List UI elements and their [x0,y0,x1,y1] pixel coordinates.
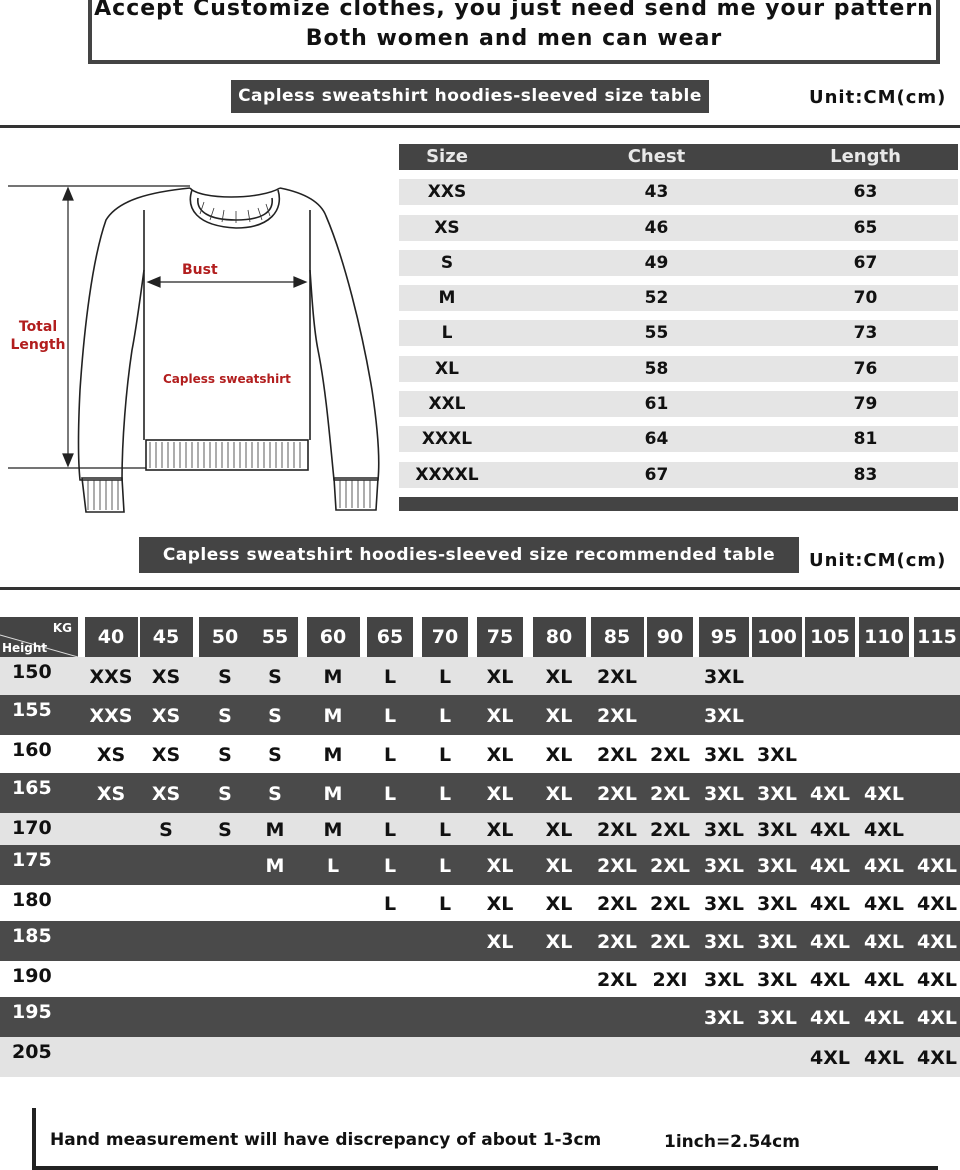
size-table-unit: Unit:CM(cm) [809,87,947,108]
recommended-row [0,1037,960,1077]
size-table-row [399,320,958,346]
recommended-size-cell: S [159,819,173,841]
recommended-size-cell: L [438,855,452,877]
measurement-note: Hand measurement will have discrepancy of about 1-3cm [50,1130,602,1150]
size-table-row [399,215,958,241]
kg-header-cell: 115 [914,617,960,657]
recommended-table-header [0,617,960,657]
recommended-size-cell: 2XL [597,931,637,953]
recommended-row [0,885,960,921]
recommended-size-cell: 4XL [864,1047,904,1069]
recommended-size-cell: 4XL [917,931,957,953]
top-banner [88,0,940,64]
recommended-size-cell: XL [545,705,573,727]
recommended-size-cell: XL [545,855,573,877]
recommended-size-cell: 4XL [917,893,957,915]
recommended-size-cell: XL [486,783,514,805]
recommended-size-cell: XS [151,744,181,766]
recommended-size-cell: 3XL [757,969,797,991]
size-table-row [399,250,958,276]
recommended-row [0,735,960,773]
recommended-size-cell: M [265,855,285,877]
recommended-size-cell: 4XL [810,893,850,915]
size-cell-size: S [440,252,454,273]
size-cell-size: XXL [428,394,466,415]
divider [0,587,960,590]
garment-label: Capless sweatshirt [163,372,291,386]
header-size: Size [426,146,468,167]
inch-conversion: 1inch=2.54cm [664,1132,800,1152]
recommended-size-cell: 3XL [757,1007,797,1029]
recommended-row [0,845,960,885]
size-cell-size: XS [434,217,460,238]
recommended-table [0,617,960,1069]
recommended-size-cell: L [438,705,452,727]
recommended-size-cell: 4XL [917,1047,957,1069]
recommended-size-cell: 3XL [757,744,797,766]
recommended-row [0,695,960,735]
recommended-size-cell: S [268,705,282,727]
recommended-size-cell: 3XL [704,783,744,805]
sweatshirt-illustration [0,140,400,530]
recommended-size-cell: S [218,666,232,688]
recommended-size-cell: 4XL [917,855,957,877]
recommended-size-cell: 4XL [864,931,904,953]
recommended-size-cell: 3XL [704,705,744,727]
recommended-size-cell: XS [96,783,126,805]
kg-header-cell: 65 [367,617,413,657]
recommended-size-cell: S [218,819,232,841]
recommended-table-title: Capless sweatshirt hoodies-sleeved size recommended table [139,537,799,573]
recommended-size-cell: 2XL [597,666,637,688]
size-cell-chest: 46 [644,217,669,238]
recommended-size-cell: 2XL [597,893,637,915]
recommended-size-cell: S [218,783,232,805]
recommended-row [0,813,960,845]
recommended-size-cell: XS [151,783,181,805]
recommended-size-cell: S [268,666,282,688]
recommended-size-cell: 3XL [757,819,797,841]
recommended-size-cell: 3XL [704,819,744,841]
height-cell: 180 [12,889,52,911]
size-cell-chest: 43 [644,182,669,203]
size-table-row [399,391,958,417]
size-table-row [399,426,958,452]
recommended-size-cell: XL [486,819,514,841]
recommended-size-cell: 3XL [704,855,744,877]
height-cell: 170 [12,817,52,839]
size-table-footer-bar [399,497,958,511]
size-table-title: Capless sweatshirt hoodies-sleeved size table [231,80,709,113]
recommended-size-cell: S [218,744,232,766]
recommended-size-cell: XS [96,744,126,766]
recommended-size-cell: 2XL [597,744,637,766]
recommended-size-cell: 3XL [704,1007,744,1029]
recommended-size-cell: 3XL [704,744,744,766]
kg-header-cell: 85 [591,617,644,657]
kg-header-cell: 55 [252,617,298,657]
recommended-size-cell: L [438,783,452,805]
size-cell-length: 70 [853,288,878,309]
kg-header-cell: 110 [859,617,909,657]
kg-header-cell: 70 [422,617,468,657]
recommended-table-unit: Unit:CM(cm) [809,550,947,571]
recommended-size-cell: L [438,744,452,766]
kg-header-cell: 100 [752,617,802,657]
recommended-size-cell: XL [486,893,514,915]
height-cell: 165 [12,777,52,799]
recommended-size-cell: 2XL [597,705,637,727]
kg-header-cell: 40 [85,617,138,657]
recommended-size-cell: XXS [89,705,133,727]
recommended-size-cell: 4XL [810,783,850,805]
size-cell-chest: 64 [644,429,669,450]
recommended-size-cell: XL [486,705,514,727]
kg-header-cell: 45 [140,617,193,657]
size-cell-length: 67 [853,252,878,273]
height-cell: 155 [12,699,52,721]
recommended-row [0,961,960,997]
bust-label: Bust [182,262,218,278]
size-cell-size: XL [435,358,459,379]
recommended-row [0,921,960,961]
size-table-row [399,356,958,382]
recommended-size-cell: 4XL [864,1007,904,1029]
recommended-size-cell: 2XL [597,969,637,991]
size-cell-chest: 55 [644,323,669,344]
recommended-size-cell: L [383,819,397,841]
recommended-size-cell: 4XL [810,931,850,953]
recommended-size-cell: L [383,705,397,727]
size-cell-length: 76 [853,358,878,379]
recommended-size-cell: 4XL [864,893,904,915]
height-cell: 190 [12,965,52,987]
footer-note-box [32,1108,938,1170]
recommended-size-cell: 2XL [650,855,690,877]
recommended-size-cell: M [323,819,343,841]
size-cell-size: L [441,323,453,344]
recommended-size-cell: S [218,705,232,727]
size-cell-chest: 58 [644,358,669,379]
corner-cell [0,617,78,657]
size-table-body [399,179,958,487]
size-table-row [399,285,958,311]
recommended-size-cell: 3XL [757,931,797,953]
size-table-header [399,144,958,170]
recommended-size-cell: 4XL [864,819,904,841]
kg-header-cell: 75 [477,617,523,657]
recommended-size-cell: 3XL [704,969,744,991]
recommended-row [0,997,960,1037]
recommended-size-cell: 2XL [597,855,637,877]
size-cell-length: 65 [853,217,878,238]
recommended-size-cell: XL [545,666,573,688]
recommended-size-cell: XL [545,931,573,953]
recommended-size-cell: 2XL [650,744,690,766]
recommended-size-cell: 2XL [597,819,637,841]
recommended-size-cell: 4XL [810,855,850,877]
recommended-size-cell: L [383,855,397,877]
size-cell-length: 73 [853,323,878,344]
size-cell-chest: 52 [644,288,669,309]
size-cell-chest: 49 [644,252,669,273]
header-chest: Chest [627,146,686,167]
size-cell-chest: 61 [644,394,669,415]
recommended-size-cell: 3XL [757,855,797,877]
recommended-size-cell: 2XL [650,819,690,841]
size-table-row [399,179,958,205]
recommended-size-cell: 3XL [704,666,744,688]
recommended-size-cell: 3XL [757,783,797,805]
recommended-size-cell: 4XL [810,1007,850,1029]
banner-line-1: Accept Customize clothes, you just need send me your pattern [94,0,934,21]
size-cell-size: XXXL [421,429,473,450]
total-length-label-line2: Length [10,337,66,353]
kg-header-cell: 95 [699,617,749,657]
kg-header-cell: 105 [805,617,855,657]
size-cell-size: M [438,288,456,309]
recommended-size-cell: XS [151,666,181,688]
recommended-size-cell: L [438,666,452,688]
recommended-size-cell: 4XL [810,1047,850,1069]
recommended-size-cell: XL [545,783,573,805]
recommended-size-cell: XL [486,666,514,688]
recommended-size-cell: 2XL [597,783,637,805]
banner-line-2: Both women and men can wear [305,26,723,51]
size-table-row [399,462,958,488]
corner-kg-label: KG [52,621,72,635]
size-cell-length: 81 [853,429,878,450]
recommended-row [0,657,960,695]
recommended-size-cell: 4XL [917,969,957,991]
recommended-size-cell: 4XL [917,1007,957,1029]
size-cell-size: XXXXL [415,464,479,485]
recommended-size-cell: M [323,666,343,688]
size-cell-length: 79 [853,394,878,415]
header-length: Length [830,146,901,167]
recommended-size-cell: S [268,783,282,805]
height-cell: 205 [12,1041,52,1063]
size-cell-length: 83 [853,464,878,485]
recommended-size-cell: 2XL [650,783,690,805]
recommended-size-cell: 2XL [650,931,690,953]
recommended-size-cell: S [268,744,282,766]
recommended-size-cell: XL [545,819,573,841]
kg-header-cell: 60 [307,617,360,657]
recommended-size-cell: 2XI [652,969,688,991]
recommended-size-cell: 3XL [757,893,797,915]
size-cell-size: XXS [427,182,467,203]
height-cell: 195 [12,1001,52,1023]
recommended-size-cell: L [326,855,340,877]
divider [0,125,960,128]
recommended-size-cell: 3XL [704,931,744,953]
height-cell: 160 [12,739,52,761]
recommended-size-cell: M [323,744,343,766]
recommended-size-cell: L [383,893,397,915]
recommended-size-cell: 4XL [864,783,904,805]
recommended-size-cell: L [438,893,452,915]
recommended-size-cell: 4XL [864,969,904,991]
recommended-size-cell: 3XL [704,893,744,915]
recommended-size-cell: XL [545,893,573,915]
size-cell-chest: 67 [644,464,669,485]
recommended-size-cell: XL [486,931,514,953]
size-cell-length: 63 [853,182,878,203]
recommended-size-cell: 4XL [810,969,850,991]
recommended-size-cell: XL [486,744,514,766]
recommended-size-cell: XL [486,855,514,877]
recommended-size-cell: M [323,783,343,805]
kg-header-cell: 80 [533,617,586,657]
total-length-label-line1: Total [18,319,58,335]
recommended-row [0,773,960,813]
recommended-size-cell: L [383,666,397,688]
recommended-size-cell: 2XL [650,893,690,915]
height-cell: 185 [12,925,52,947]
kg-header-cell: 50 [199,617,252,657]
recommended-size-cell: XL [545,744,573,766]
height-cell: 175 [12,849,52,871]
recommended-size-cell: L [383,783,397,805]
recommended-size-cell: L [383,744,397,766]
recommended-size-cell: M [265,819,285,841]
recommended-size-cell: L [438,819,452,841]
height-cell: 150 [12,661,52,683]
corner-height-label: Height [2,641,48,655]
kg-header-cell: 90 [647,617,693,657]
total-length-label [6,318,70,354]
recommended-size-cell: XXS [89,666,133,688]
recommended-size-cell: 4XL [810,819,850,841]
recommended-size-cell: XS [151,705,181,727]
recommended-size-cell: 4XL [864,855,904,877]
recommended-size-cell: M [323,705,343,727]
size-table [399,144,958,511]
